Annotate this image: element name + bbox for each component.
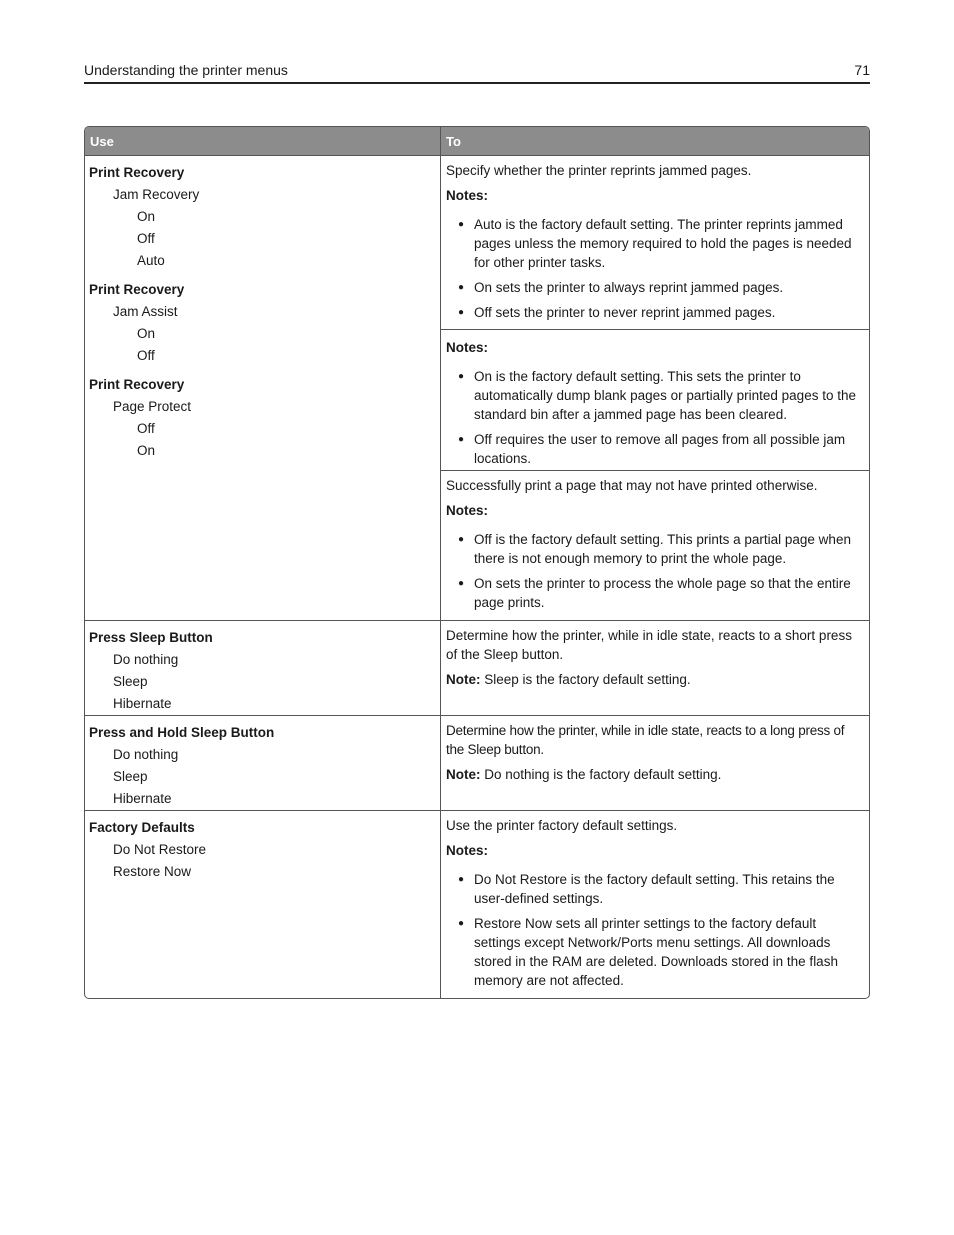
- list-item: ● On is the factory default setting. This sets the printer to automatically dump blank pages or partially printed pages to the standard bin after a jammed page has been cleared.: [446, 367, 865, 424]
- press-hold-sleep-options: [85, 716, 440, 810]
- menu-option: On: [137, 326, 156, 341]
- menu-option: Hibernate: [113, 791, 172, 806]
- description-text: Use the printer factory default settings.: [446, 818, 678, 833]
- description-text: Determine how the printer, while in idle state, reacts to a long press of the Sleep button.: [446, 723, 845, 757]
- note-text: Sleep is the factory default setting.: [480, 672, 691, 687]
- menu-option: Do nothing: [113, 747, 179, 762]
- note-text: Do nothing is the factory default setting.: [480, 767, 722, 782]
- menu-option: Auto: [137, 253, 165, 268]
- list-item: ● On sets the printer to process the whole page so that the entire page prints.: [446, 574, 865, 612]
- list-item: ● Auto is the factory default setting. The printer reprints jammed pages unless the memory required to hold the pages is needed for other printer tasks.: [446, 215, 865, 272]
- column-header-to: To: [446, 134, 461, 149]
- menu-item-title: Print Recovery: [89, 165, 185, 180]
- table-header-row: [85, 127, 869, 156]
- notes-label: Notes:: [446, 843, 489, 858]
- menu-option: Hibernate: [113, 696, 172, 711]
- menu-option: Off: [137, 231, 155, 246]
- menu-option: Sleep: [113, 769, 148, 784]
- menu-item-title: Print Recovery: [89, 282, 185, 297]
- menu-item-title: Press Sleep Button: [89, 630, 213, 645]
- note-line: [446, 765, 865, 784]
- press-sleep-options: [85, 621, 440, 715]
- jam-recovery-description: [441, 156, 869, 329]
- menu-subitem: Jam Recovery: [113, 187, 200, 202]
- menu-item-title: Factory Defaults: [89, 820, 195, 835]
- list-item: ● Off is the factory default setting. This prints a partial page when there is not enough memory to print the whole page.: [446, 530, 865, 568]
- jam-assist-description: [441, 330, 869, 470]
- list-item: ● Off sets the printer to never reprint jammed pages.: [446, 303, 865, 322]
- header-title: Understanding the printer menus: [84, 62, 288, 78]
- menu-option: On: [137, 443, 156, 458]
- factory-defaults-description: [441, 811, 869, 998]
- column-header-use: Use: [85, 127, 441, 155]
- notes-list: [446, 530, 865, 612]
- note-label: Note:: [446, 672, 481, 687]
- notes-label: Notes:: [446, 503, 489, 518]
- note-line: [446, 670, 865, 689]
- page-protect-description: [441, 471, 869, 620]
- factory-defaults-options: [85, 811, 440, 998]
- menu-option: Off: [137, 421, 155, 436]
- description-text: Successfully print a page that may not have printed otherwise.: [446, 478, 818, 493]
- menu-item-title: Print Recovery: [89, 377, 185, 392]
- notes-label: Notes:: [446, 340, 489, 355]
- notes-label: Notes:: [446, 188, 489, 203]
- press-sleep-description: [441, 621, 869, 715]
- list-item: ● Off requires the user to remove all pages from all possible jam locations.: [446, 430, 865, 468]
- menu-option: Restore Now: [113, 864, 192, 879]
- press-hold-sleep-description: [441, 716, 869, 810]
- list-item: ● Do Not Restore is the factory default setting. This retains the user-defined settings.: [446, 870, 865, 908]
- menu-option: On: [137, 209, 156, 224]
- page-number: 71: [854, 62, 870, 78]
- description-text: Determine how the printer, while in idle state, reacts to a short press of the Sleep button.: [446, 628, 852, 662]
- page-header: [84, 60, 870, 84]
- menu-item-title: Press and Hold Sleep Button: [89, 725, 275, 740]
- notes-list: [446, 367, 865, 468]
- list-item: ● Restore Now sets all printer settings to the factory default settings except Network/Ports menu settings. All downloads stored in the RAM are deleted. Downloads stored in the flash memory are not affected.: [446, 914, 865, 990]
- notes-list: [446, 870, 865, 990]
- menu-subitem: Page Protect: [113, 399, 192, 414]
- list-item: ● On sets the printer to always reprint jammed pages.: [446, 278, 865, 297]
- menu-option: Do Not Restore: [113, 842, 207, 857]
- menu-subitem: Jam Assist: [113, 304, 178, 319]
- description-text: Specify whether the printer reprints jammed pages.: [446, 163, 752, 178]
- print-recovery-options: [85, 156, 440, 620]
- menu-option: Do nothing: [113, 652, 179, 667]
- note-label: Note:: [446, 767, 481, 782]
- menu-table: [84, 126, 870, 999]
- notes-list: [446, 215, 865, 322]
- menu-option: Off: [137, 348, 155, 363]
- menu-option: Sleep: [113, 674, 148, 689]
